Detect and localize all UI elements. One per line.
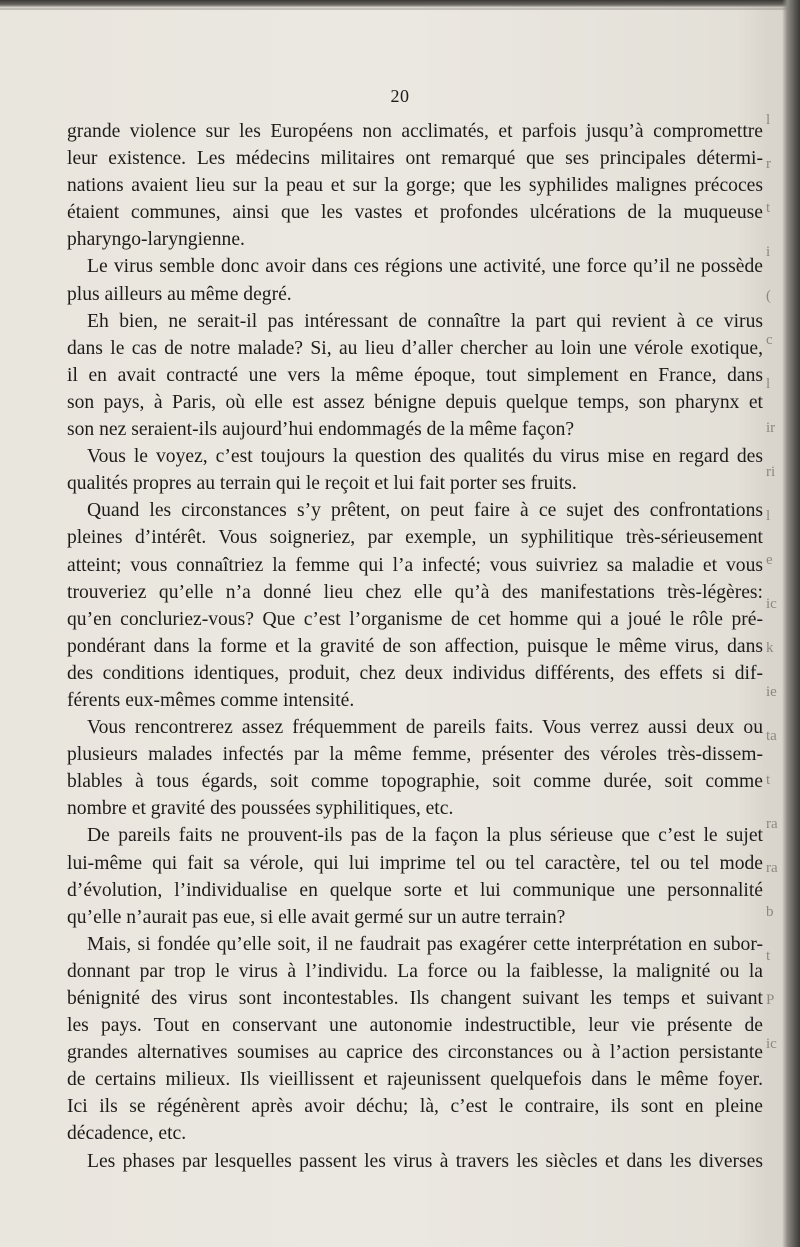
bleed-glyph: t — [766, 772, 771, 788]
bleed-glyph: ta — [766, 728, 777, 744]
text-line: Quand les circonstances s’y prêtent, on peut faire à ce sujet des confrontations — [87, 500, 763, 522]
text-line: pondérant dans la forme et la gravité de son affection, puisque le même virus, dans — [67, 635, 763, 657]
text-line: nombre et gravité des poussées syphilitiques, etc. — [67, 798, 454, 820]
text-line: plus ailleurs au même degré. — [67, 283, 292, 305]
bleed-glyph: P — [766, 992, 775, 1008]
text-line: pleines d’intérêt. Vous soigneriez, par exemple, un syphilitique très-sérieusement — [67, 527, 763, 549]
text-line: grande violence sur les Européens non acclimatés, et parfois jusqu’à compromettre — [67, 121, 763, 142]
text-line: Le virus semble donc avoir dans ces régions une activité, une force qu’il ne possède — [87, 256, 763, 278]
text-line: Mais, si fondée qu’elle soit, il ne faudrait pas exagérer cette interprétation en subor- — [87, 933, 763, 955]
text-line: De pareils faits ne prouvent-ils pas de la façon la plus sérieuse que c’est le sujet — [87, 825, 763, 847]
page-number: 20 — [390, 86, 410, 106]
text-line: qu’en concluriez-vous? Que c’est l’organisme de cet homme qui a joué le rôle pré- — [67, 608, 763, 630]
bleed-glyph: i — [766, 244, 771, 260]
text-line: dans le cas de notre malade? Si, au lieu d’aller chercher au loin une vérole exotique, — [67, 337, 763, 359]
text-line: trouveriez qu’elle n’a donné lieu chez elle qu’à des manifestations très-légères: — [67, 581, 763, 603]
text-line: qu’elle n’aurait pas eue, si elle avait germé sur un autre terrain? — [67, 906, 566, 928]
bleed-glyph: c — [766, 332, 773, 348]
text-line: qualités propres au terrain qui le reçoit et lui fait porter ses fruits. — [67, 473, 577, 495]
bleed-glyph: e — [766, 552, 773, 568]
text-line: Ici ils se régénèrent après avoir déchu; là, c’est le contraire, ils sont en pleine — [67, 1096, 763, 1118]
text-line: férents eux-mêmes comme intensité. — [67, 689, 355, 711]
body-text — [67, 118, 763, 1175]
bleed-glyph: l — [766, 112, 771, 128]
text-line: pharyngo-laryngienne. — [67, 229, 245, 251]
bleed-glyph: ic — [766, 1036, 777, 1052]
bleed-glyph: ra — [766, 816, 778, 832]
text-line: leur existence. Les médecins militaires ont remarqué que ses principales détermi- — [67, 148, 763, 170]
facing-page-bleed — [766, 100, 782, 1100]
text-line: grandes alternatives soumises au caprice des circonstances ou à l’action persistante — [67, 1042, 763, 1064]
bleed-glyph: ri — [766, 464, 776, 480]
bleed-glyph: ra — [766, 860, 778, 876]
text-line: il en avait contracté une vers la même époque, tout simplement en France, dans — [67, 364, 763, 386]
bleed-glyph: k — [766, 640, 774, 656]
text-line: son nez seraient-ils aujourd’hui endommagés de la même façon? — [67, 419, 575, 441]
text-line: Eh bien, ne serait-il pas intéressant de connaître la part qui revient à ce virus — [87, 310, 763, 332]
bleed-glyph: t — [766, 200, 771, 216]
bleed-glyph: ir — [766, 420, 776, 436]
text-line: de certains milieux. Ils vieillissent et rajeunissent quelquefois dans le même foyer. — [67, 1069, 763, 1091]
text-line: donnant par trop le virus à l’individu. La force ou la faiblesse, la malignité ou la — [67, 960, 763, 982]
bleed-glyph: t — [766, 948, 771, 964]
text-line: les pays. Tout en conservant une autonomie indestructible, leur vie présente de — [67, 1015, 763, 1037]
text-line: étaient communes, ainsi que les vastes et profondes ulcérations de la muqueuse — [67, 202, 763, 224]
text-line: Vous rencontrerez assez fréquemment de pareils faits. Vous verrez aussi deux ou — [87, 717, 763, 739]
bleed-glyph: ic — [766, 596, 777, 612]
bleed-glyph: l — [766, 508, 771, 524]
bleed-glyph: ie — [766, 684, 777, 700]
bleed-glyph: r — [766, 156, 771, 172]
top-border-line — [0, 8, 800, 10]
bleed-glyph: ( — [766, 288, 771, 304]
text-line: Vous le voyez, c’est toujours la question des qualités du virus mise en regard des — [87, 446, 763, 468]
text-line: son pays, à Paris, où elle est assez bénigne depuis quelque temps, son pharynx et — [67, 391, 763, 413]
text-line: lui-même qui fait sa vérole, qui lui imprime tel ou tel caractère, tel ou tel mode — [67, 852, 763, 874]
text-line: Les phases par lesquelles passent les virus à travers les siècles et dans les diverses — [87, 1150, 763, 1172]
top-border-shadow — [0, 0, 800, 8]
text-line: d’évolution, l’individualise en quelque sorte et lui communique une personnalité — [67, 879, 763, 901]
text-line: décadence, etc. — [67, 1123, 187, 1145]
text-line: des conditions identiques, produit, chez deux individus différents, des effets si dif- — [67, 662, 763, 684]
text-line: plusieurs malades infectés par la même femme, présenter des véroles très-dissem- — [67, 744, 763, 766]
text-line: nations avaient lieu sur la peau et sur la gorge; que les syphilides malignes précoces — [67, 175, 763, 197]
text-line: bénignité des virus sont incontestables. Ils changent suivant les temps et suivant — [67, 988, 763, 1009]
text-line: atteint; vous connaîtriez la femme qui l’a infecté; vous suivriez sa maladie et vous — [67, 554, 763, 576]
page-binding-edge — [782, 0, 800, 1247]
bleed-glyph: l — [766, 376, 771, 392]
text-line: blables à tous égards, soit comme topographie, soit comme durée, soit comme — [67, 771, 763, 793]
bleed-glyph: b — [766, 904, 774, 920]
